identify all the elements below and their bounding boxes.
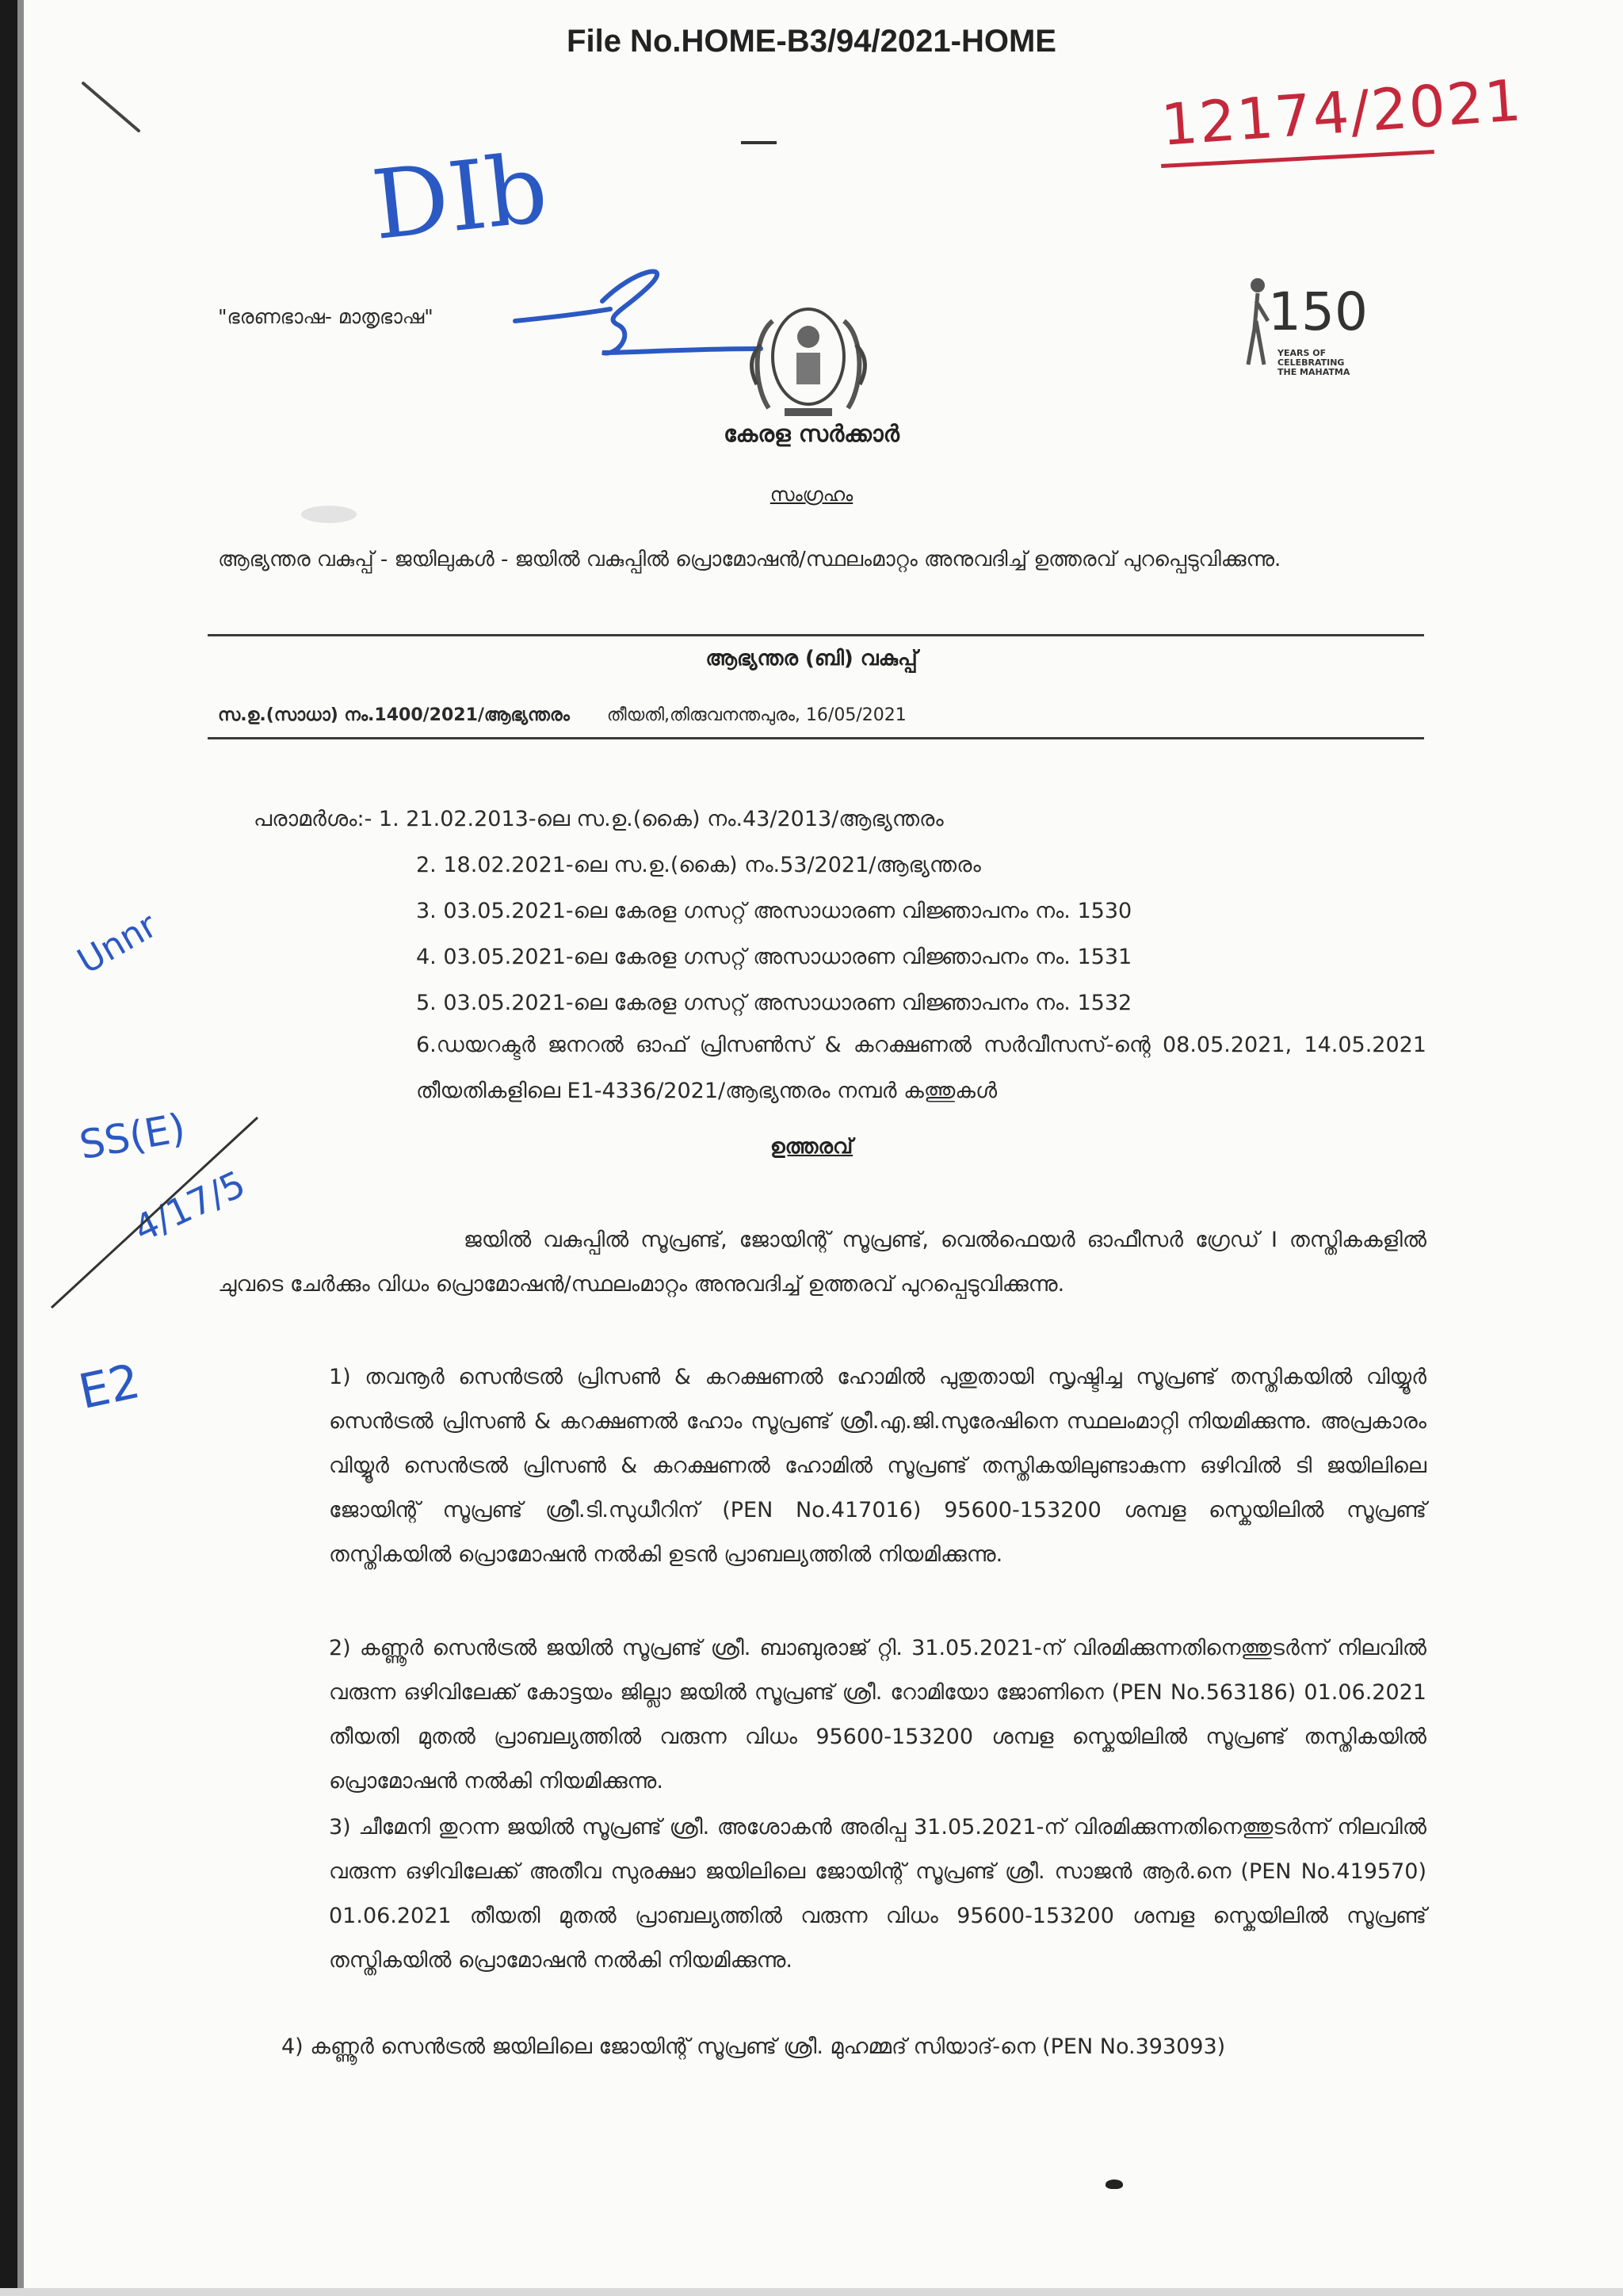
order-number: സ.ഉ.(സാധാ) നം.1400/2021/ആഭ്യന്തരം (218, 705, 570, 725)
handwritten-initials: DIb (367, 133, 553, 262)
handwritten-red-number: 12174/2021 (1159, 67, 1525, 159)
intro-text: ജയിൽ വകുപ്പിൽ സൂപ്രണ്ട്, ജോയിന്റ് സൂപ്രണ്ട്, വെൽഫെയർ ഓഫീസർ ഗ്രേഡ് I തസ്തികകളിൽ ചുവടെ ചേർക്കും വിധം പ്രൊമോഷൻ/സ്ഥലംമാറ്റം അനുവദിച്ച് ഉത്തരവ് പുറപ്പെടുവിക്കുന്നു. (218, 1228, 1426, 1297)
anniversary-caption-line: YEARS OF (1277, 348, 1327, 358)
reference-item: 2. 18.02.2021-ലെ സ.ഉ.(കൈ) നം.53/2021/ആഭ്യന്തരം (416, 853, 981, 877)
divider (208, 737, 1424, 739)
scan-smudge (301, 506, 357, 523)
handwritten-margin-note: Unnr (71, 904, 164, 983)
pencil-stroke (75, 75, 147, 139)
subject-text: ആഭ്യന്തര വകുപ്പ് - ജയിലുകൾ - ജയിൽ വകുപ്പിൽ പ്രൊമോഷൻ/സ്ഥലംമാറ്റം അനുവദിച്ച് ഉത്തരവ് പുറപ്പെടുവിക്കുന്നു. (218, 548, 1281, 571)
paragraph-3 (218, 1805, 1426, 1983)
order-heading: ഉത്തരവ് (769, 1135, 854, 1159)
reference-item: പരാമർശം:- 1. 21.02.2013-ലെ സ.ഉ.(കൈ) നം.43/2013/ആഭ്യന്തരം (254, 807, 944, 831)
paragraph-2 (218, 1626, 1426, 1804)
paragraph-2-text: 2) കണ്ണൂർ സെൻട്രൽ ജയിൽ സൂപ്രണ്ട് ശ്രീ. ബാബുരാജ് റ്റി. 31.05.2021-ന് വിരമിക്കുന്നതിനെത്തുടർന്ന് നിലവിൽ വരുന്ന ഒഴിവിലേക്ക് കോട്ടയം ജില്ലാ ജയിൽ സൂപ്രണ്ട് ശ്രീ. റോമിയോ ജോണിനെ (PEN No.563186) 01.06.2021 തീയതി മുതൽ പ്രാബല്യത്തിൽ വരുന്ന വിധം 95600-153200 ശമ്പള സ്കെയിലിൽ സൂപ്രണ്ട് തസ്തികയിൽ പ്രൊമോഷൻ നൽകി നിയമിക്കുന്നു. (329, 1636, 1426, 1794)
paragraph-4-text: 4) കണ്ണൂർ സെൻട്രൽ ജയിലിലെ ജോയിന്റ് സൂപ്രണ്ട് ശ്രീ. മുഹമ്മദ് സിയാദ്-നെ (PEN No.393093) (281, 2034, 1226, 2059)
dash-mark (737, 135, 785, 151)
paragraph-1-text: 1) തവനൂർ സെൻട്രൽ പ്രിസൺ & കറക്ഷണൽ ഹോമിൽ പുതുതായി സൃഷ്ടിച്ച സൂപ്രണ്ട് തസ്തികയിൽ വിയ്യൂർ സെൻട്രൽ പ്രിസൺ & കറക്ഷണൽ ഹോം സൂപ്രണ്ട് ശ്രീ.എ.ജി.സുരേഷിനെ സ്ഥലംമാറ്റി നിയമിക്കുന്നു. അപ്രകാരം വിയ്യൂർ സെൻട്രൽ പ്രിസൺ & കറക്ഷണൽ ഹോമിൽ സൂപ്രണ്ട് തസ്തികയിലുണ്ടാകുന്ന ഒഴിവിൽ ടി ജയിലിലെ ജോയിന്റ് സൂപ്രണ്ട് ശ്രീ.ടി.സുധീറിന് (PEN No.417016) 95600-153200 ശമ്പള സ്കെയിലിൽ സൂപ്രണ്ട് തസ്തികയിൽ പ്രൊമോഷൻ നൽകി ഉടൻ പ്രാബല്യത്തിൽ നിയമിക്കുന്നു. (329, 1365, 1426, 1567)
order-date: തീയതി,തിരുവനന്തപുരം, 16/05/2021 (606, 705, 907, 725)
department-name: ആഭ്യന്തര (ബി) വകുപ്പ് (705, 647, 918, 670)
handwritten-date-note: 4/17/5 (127, 1162, 252, 1251)
ink-dot (1106, 2179, 1123, 2189)
paragraph-4 (218, 2025, 1426, 2069)
reference-item: 5. 03.05.2021-ലെ കേരള ഗസറ്റ് അസാധാരണ വിജ്ഞാപനം നം. 1532 (416, 991, 1132, 1015)
scan-bottom-border (0, 2288, 1623, 2296)
government-name: കേരള സർക്കാർ (724, 420, 899, 447)
handwritten-ss-note: SS(E) (75, 1104, 189, 1169)
intro-paragraph (218, 1218, 1426, 1307)
anniversary-caption-line: THE MAHATMA (1277, 367, 1350, 377)
references-list (254, 797, 1426, 1026)
kerala-emblem-icon (729, 289, 888, 424)
reference-item-6: 6.ഡയറക്ടർ ജനറൽ ഓഫ് പ്രിസൺസ് & കറക്ഷണൽ സർവീസസ്-ന്റെ 08.05.2021, 14.05.2021 തീയതികളിലെ E1-4336/2021/ആഭ്യന്തരം നമ്പർ കത്തുകൾ (416, 1033, 1426, 1103)
paragraph-1 (218, 1355, 1426, 1577)
anniversary-caption-line: CELEBRATING (1277, 357, 1345, 368)
anniversary-number: 150 (1268, 281, 1368, 342)
reference-item: 4. 03.05.2021-ലെ കേരള ഗസറ്റ് അസാധാരണ വിജ്ഞാപനം നം. 1531 (416, 945, 1132, 969)
file-number: File No.HOME-B3/94/2021-HOME (567, 24, 1056, 59)
slogan: "ഭരണഭാഷ- മാതൃഭാഷ" (218, 305, 433, 328)
handwritten-e2-note: E2 (74, 1353, 145, 1421)
paragraph-3-text: 3) ചീമേനി തുറന്ന ജയിൽ സൂപ്രണ്ട് ശ്രീ. അശോകൻ അരിപ്പ 31.05.2021-ന് വിരമിക്കുന്നതിനെത്തുടർന്ന് നിലവിൽ വരുന്ന ഒഴിവിലേക്ക് അതീവ സുരക്ഷാ ജയിലിലെ ജോയിന്റ് സൂപ്രണ്ട് ശ്രീ. സാജൻ ആർ.നെ (PEN No.419570) 01.06.2021 തീയതി മുതൽ പ്രാബല്യത്തിൽ വരുന്ന വിധം 95600-153200 ശമ്പള സ്കെയിലിൽ സൂപ്രണ്ട് തസ്തികയിൽ പ്രൊമോഷൻ നൽകി നിയമിക്കുന്നു. (329, 1815, 1426, 1973)
subject-title: സംഗ്രഹം (769, 483, 854, 506)
order-number-line (218, 705, 907, 725)
gandhi-figure-icon (1240, 273, 1272, 369)
divider (208, 634, 1424, 636)
anniversary-caption (1277, 349, 1350, 377)
reference-item: 3. 03.05.2021-ലെ കേരള ഗസറ്റ് അസാധാരണ വിജ്ഞാപനം നം. 1530 (416, 899, 1132, 923)
